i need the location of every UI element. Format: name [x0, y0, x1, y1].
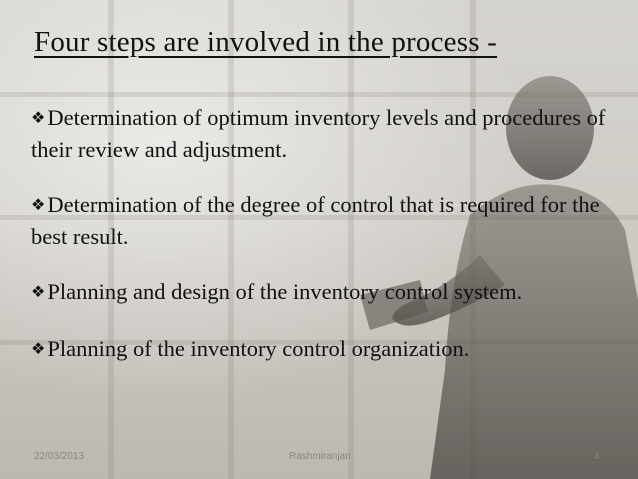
four-diamond-bullet-icon: ❖ [31, 108, 46, 127]
footer-date: 22/03/2013 [34, 451, 85, 462]
bullet-item [31, 277, 621, 309]
footer-page-number: 4 [594, 451, 600, 462]
bullet-text: Determination of the degree of control that is required for the best result. [31, 192, 600, 249]
bullet-list [31, 103, 621, 391]
bullet-item [31, 334, 621, 366]
footer-author: Rashmiranjan [289, 451, 351, 462]
bullet-text: Planning of the inventory control organization. [47, 336, 470, 361]
bullet-text: Planning and design of the inventory control system. [47, 279, 523, 304]
four-diamond-bullet-icon: ❖ [31, 195, 46, 214]
four-diamond-bullet-icon: ❖ [31, 339, 46, 358]
bullet-item [31, 190, 621, 252]
bullet-item [31, 103, 621, 165]
four-diamond-bullet-icon: ❖ [31, 282, 46, 301]
slide-title: Four steps are involved in the process - [34, 26, 498, 58]
bullet-text: Determination of optimum inventory levels and procedures of their review and adjustment. [31, 105, 606, 162]
